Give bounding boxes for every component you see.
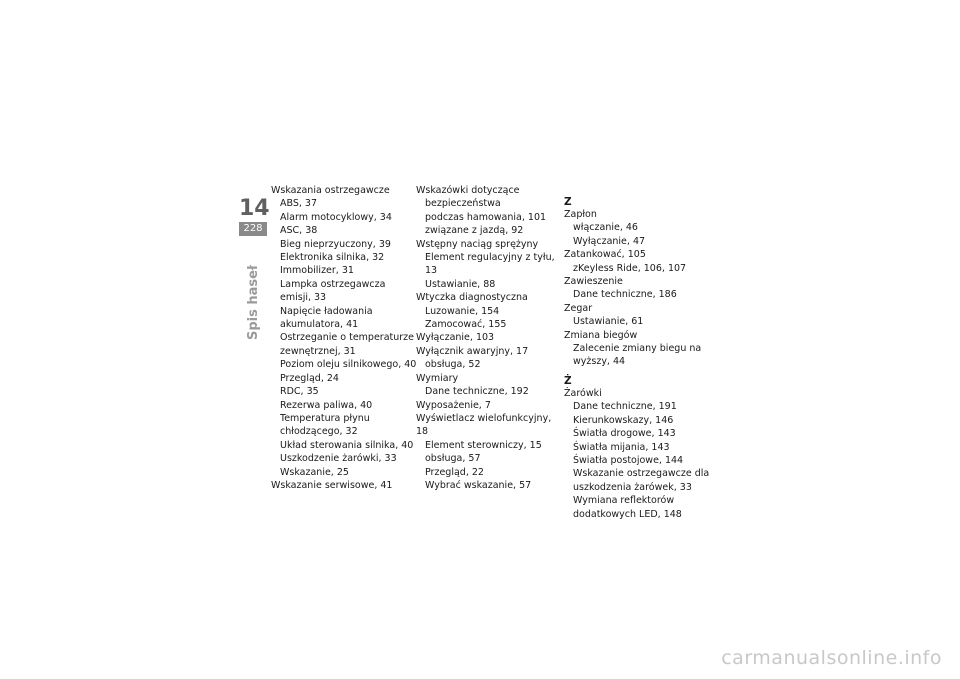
index-column-1 (271, 184, 421, 492)
index-subentry: Światła drogowe, 143 (573, 428, 676, 440)
index-subentry: ABS, 37 (280, 198, 318, 210)
index-subentry: emisji, 33 (280, 292, 327, 304)
index-subentry: Alarm motocyklowy, 34 (280, 211, 392, 223)
index-subentry: podczas hamowania, 101 (425, 211, 547, 223)
index-subentry: Temperatura płynu (280, 412, 370, 424)
index-subentry: zKeyless Ride, 106, 107 (573, 262, 687, 274)
index-subentry: Dane techniczne, 192 (425, 386, 529, 398)
index-subentry: obsługa, 52 (425, 359, 481, 371)
chapter-number: 14 (239, 196, 270, 221)
index-subentry: Elektronika silnika, 32 (280, 252, 385, 264)
index-subentry: Wyłączanie, 47 (573, 235, 646, 247)
index-entry: Zmiana biegów (564, 329, 638, 341)
index-subentry: Ostrzeganie o temperaturze (280, 332, 415, 344)
index-entry: Wskazówki dotyczące (416, 185, 520, 196)
index-subentry: Przegląd, 24 (280, 372, 339, 384)
index-subentry: wyższy, 44 (573, 356, 626, 368)
index-subentry: chłodzącego, 32 (280, 426, 358, 438)
index-subentry: Bieg nieprzyuczony, 39 (280, 238, 391, 250)
index-subentry: Rezerwa paliwa, 40 (280, 399, 373, 411)
index-entry: Żarówki (564, 387, 602, 399)
index-entry: Wyłącznik awaryjny, 17 (416, 345, 529, 357)
index-letter-heading: Z (564, 196, 572, 208)
index-subentry: Dane techniczne, 191 (573, 401, 677, 413)
index-column-2 (416, 184, 566, 492)
index-entry: Zegar (564, 302, 593, 314)
index-entry: Wyświetlacz wielofunkcyjny, 18 (416, 412, 552, 438)
index-subentry: Ustawianie, 61 (573, 316, 644, 328)
index-subentry: Luzowanie, 154 (425, 305, 500, 317)
index-subentry: Lampka ostrzegawcza (280, 278, 386, 290)
index-entry: Zatankować, 105 (564, 249, 646, 261)
index-subentry: Wskazanie ostrzegawcze dla (573, 468, 710, 480)
index-entry: Wskazania ostrzegawcze (271, 185, 390, 196)
index-entry: Zapłon (564, 209, 597, 220)
index-subentry: Wymiana reflektorów (573, 495, 675, 507)
index-subentry: dodatkowych LED, 148 (573, 508, 682, 520)
index-subentry: RDC, 35 (280, 386, 319, 398)
watermark: carmanualsonline.info (721, 647, 942, 669)
index-subentry: Element regulacyjny z tyłu, 13 (425, 252, 555, 277)
index-subentry: Poziom oleju silnikowego, 40 (280, 359, 417, 371)
index-subentry: akumulatora, 41 (280, 319, 359, 331)
index-entry: Wskazanie serwisowe, 41 (271, 479, 393, 491)
index-subentry: Wybrać wskazanie, 57 (425, 479, 532, 491)
index-subentry: włączanie, 46 (573, 222, 638, 234)
index-subentry: Ustawianie, 88 (425, 278, 496, 290)
index-subentry: Napięcie ładowania (280, 305, 373, 317)
index-subentry: Światła mijania, 143 (573, 441, 670, 453)
index-entry: Wymiary (416, 372, 459, 384)
index-subentry: Dane techniczne, 186 (573, 289, 677, 301)
index-subentry: Zamocować, 155 (425, 319, 507, 331)
index-subentry: zewnętrznej, 31 (280, 345, 356, 357)
index-subentry: uszkodzenia żarówek, 33 (573, 481, 692, 493)
index-entry: Wyposażenie, 7 (416, 399, 491, 411)
index-letter-heading: Ż (564, 374, 572, 387)
index-entry: Wstępny naciąg sprężyny (416, 238, 539, 250)
index-subentry: Zalecenie zmiany biegu na (573, 343, 702, 355)
index-subentry: Element sterowniczy, 15 (425, 439, 542, 451)
index-entry: Wyłączanie, 103 (416, 332, 495, 344)
index-entry: Zawieszenie (564, 276, 623, 288)
index-column-3 (564, 196, 714, 521)
index-subentry: obsługa, 57 (425, 453, 481, 465)
page-number: 228 (239, 222, 267, 236)
index-subentry: Układ sterowania silnika, 40 (280, 439, 414, 451)
index-subentry: związane z jazdą, 92 (425, 225, 524, 237)
index-subentry: Uszkodzenie żarówki, 33 (280, 453, 397, 465)
index-entry: Wtyczka diagnostyczna (416, 292, 528, 304)
chapter-title: Spis haseł (246, 265, 261, 340)
index-subentry: bezpieczeństwa (425, 198, 501, 210)
index-subentry: ASC, 38 (280, 225, 318, 237)
index-subentry: Przegląd, 22 (425, 466, 484, 478)
index-subentry: Kierunkowskazy, 146 (573, 414, 674, 426)
index-subentry: Wskazanie, 25 (280, 466, 349, 478)
index-subentry: Immobilizer, 31 (280, 265, 354, 277)
index-subentry: Światła postojowe, 144 (573, 454, 684, 466)
